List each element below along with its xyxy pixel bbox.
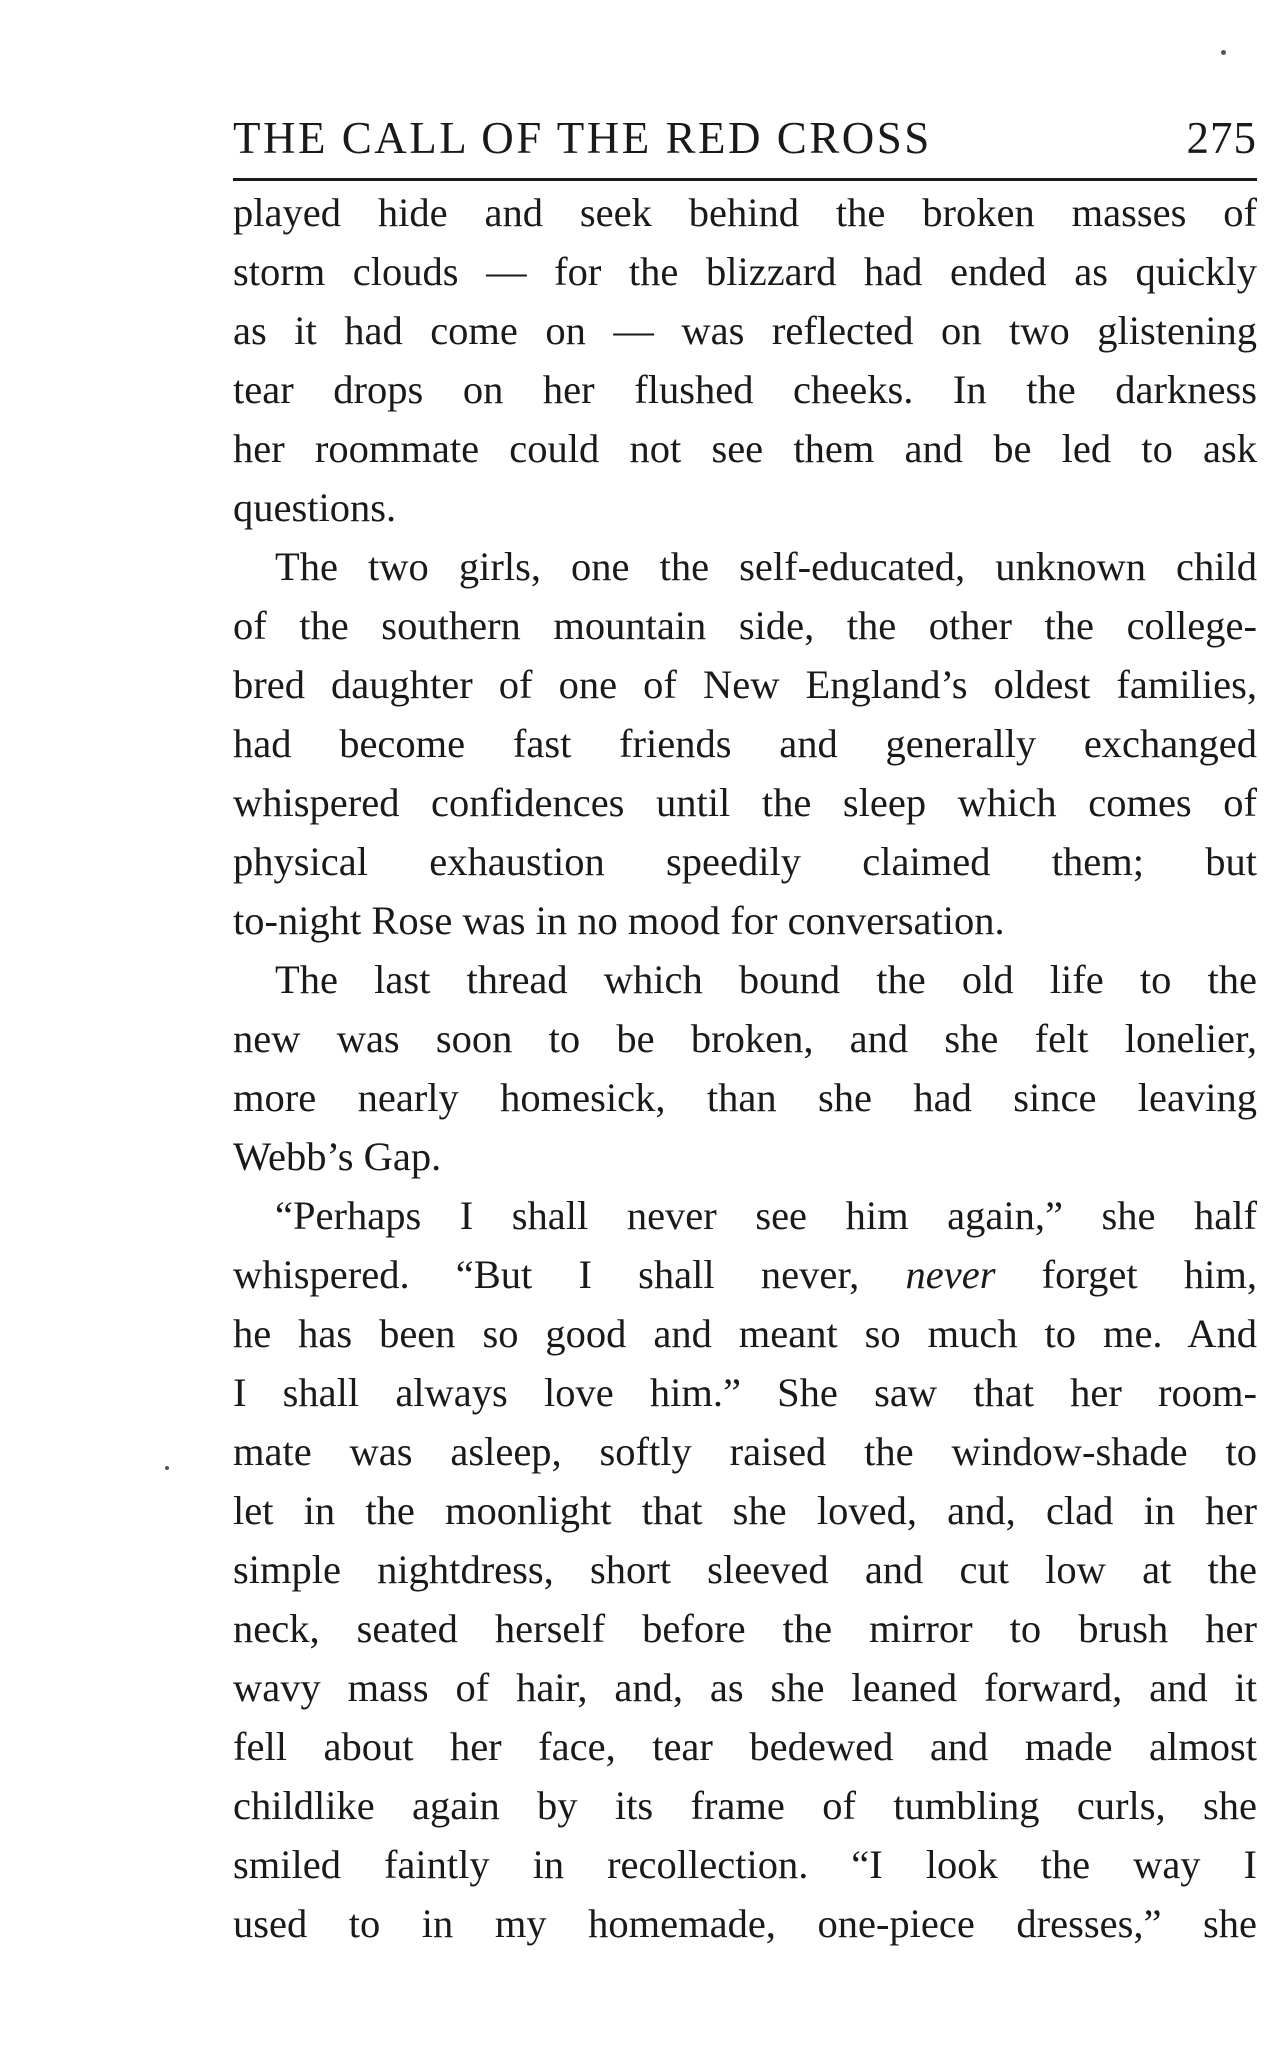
text-line: neck, seated herself before the mirror to brush her [233,1606,1257,1651]
text-line: physical exhaustion speedily claimed them; but [233,839,1257,884]
text-line: more nearly homesick, than she had since leaving [233,1075,1257,1120]
text-line: The last thread which bound the old life to the [275,957,1257,1002]
text-line: I shall always love him.” She saw that her room- [233,1370,1257,1415]
text-line: The two girls, one the self-educated, unknown child [275,544,1257,589]
text-line: had become fast friends and generally exchanged [233,721,1257,766]
text-line: used to in my homemade, one-piece dresses,” she [233,1901,1257,1946]
book-page [233,108,1257,1953]
text-line: childlike again by its frame of tumbling curls, she [233,1783,1257,1828]
text-line: fell about her face, tear bedewed and made almost [233,1724,1257,1769]
running-head [233,108,1257,181]
text-segment: whispered. “But I shall never, [233,1252,906,1297]
running-title: THE CALL OF THE RED CROSS [233,113,932,163]
text-line: as it had come on — was reflected on two glistening [233,308,1257,353]
text-line: Webb’s Gap. [233,1134,442,1179]
text-line: played hide and seek behind the broken masses of [233,190,1257,235]
text-line: new was soon to be broken, and she felt lonelier, [233,1016,1257,1061]
page-number: 275 [1186,113,1257,163]
text-line: “Perhaps I shall never see him again,” she half [275,1193,1257,1238]
text-segment: forget him, [995,1252,1257,1297]
emphasized-word: never [905,1252,996,1297]
text-line: mate was asleep, softly raised the window-shade to [233,1429,1257,1474]
text-line: questions. [233,485,397,530]
margin-speck [165,1466,169,1470]
margin-speck [1221,50,1226,55]
text-line: bred daughter of one of New England’s oldest families, [233,662,1257,707]
text-line: let in the moonlight that she loved, and, clad in her [233,1488,1257,1533]
text-line: smiled faintly in recollection. “I look the way I [233,1842,1257,1887]
text-line: to-night Rose was in no mood for conversation. [233,898,1005,943]
text-line: he has been so good and meant so much to me. And [233,1311,1257,1356]
text-line: simple nightdress, short sleeved and cut low at the [233,1547,1257,1592]
text-line: whispered confidences until the sleep which comes of [233,780,1257,825]
text-line: her roommate could not see them and be led to ask [233,426,1257,471]
text-line [233,1245,1257,1304]
body-text [233,183,1257,1953]
text-line: tear drops on her flushed cheeks. In the darkness [233,367,1257,412]
text-line: of the southern mountain side, the other the college- [233,603,1257,648]
text-line: wavy mass of hair, and, as she leaned forward, and it [233,1665,1257,1710]
text-line: storm clouds — for the blizzard had ended as quickly [233,249,1257,294]
